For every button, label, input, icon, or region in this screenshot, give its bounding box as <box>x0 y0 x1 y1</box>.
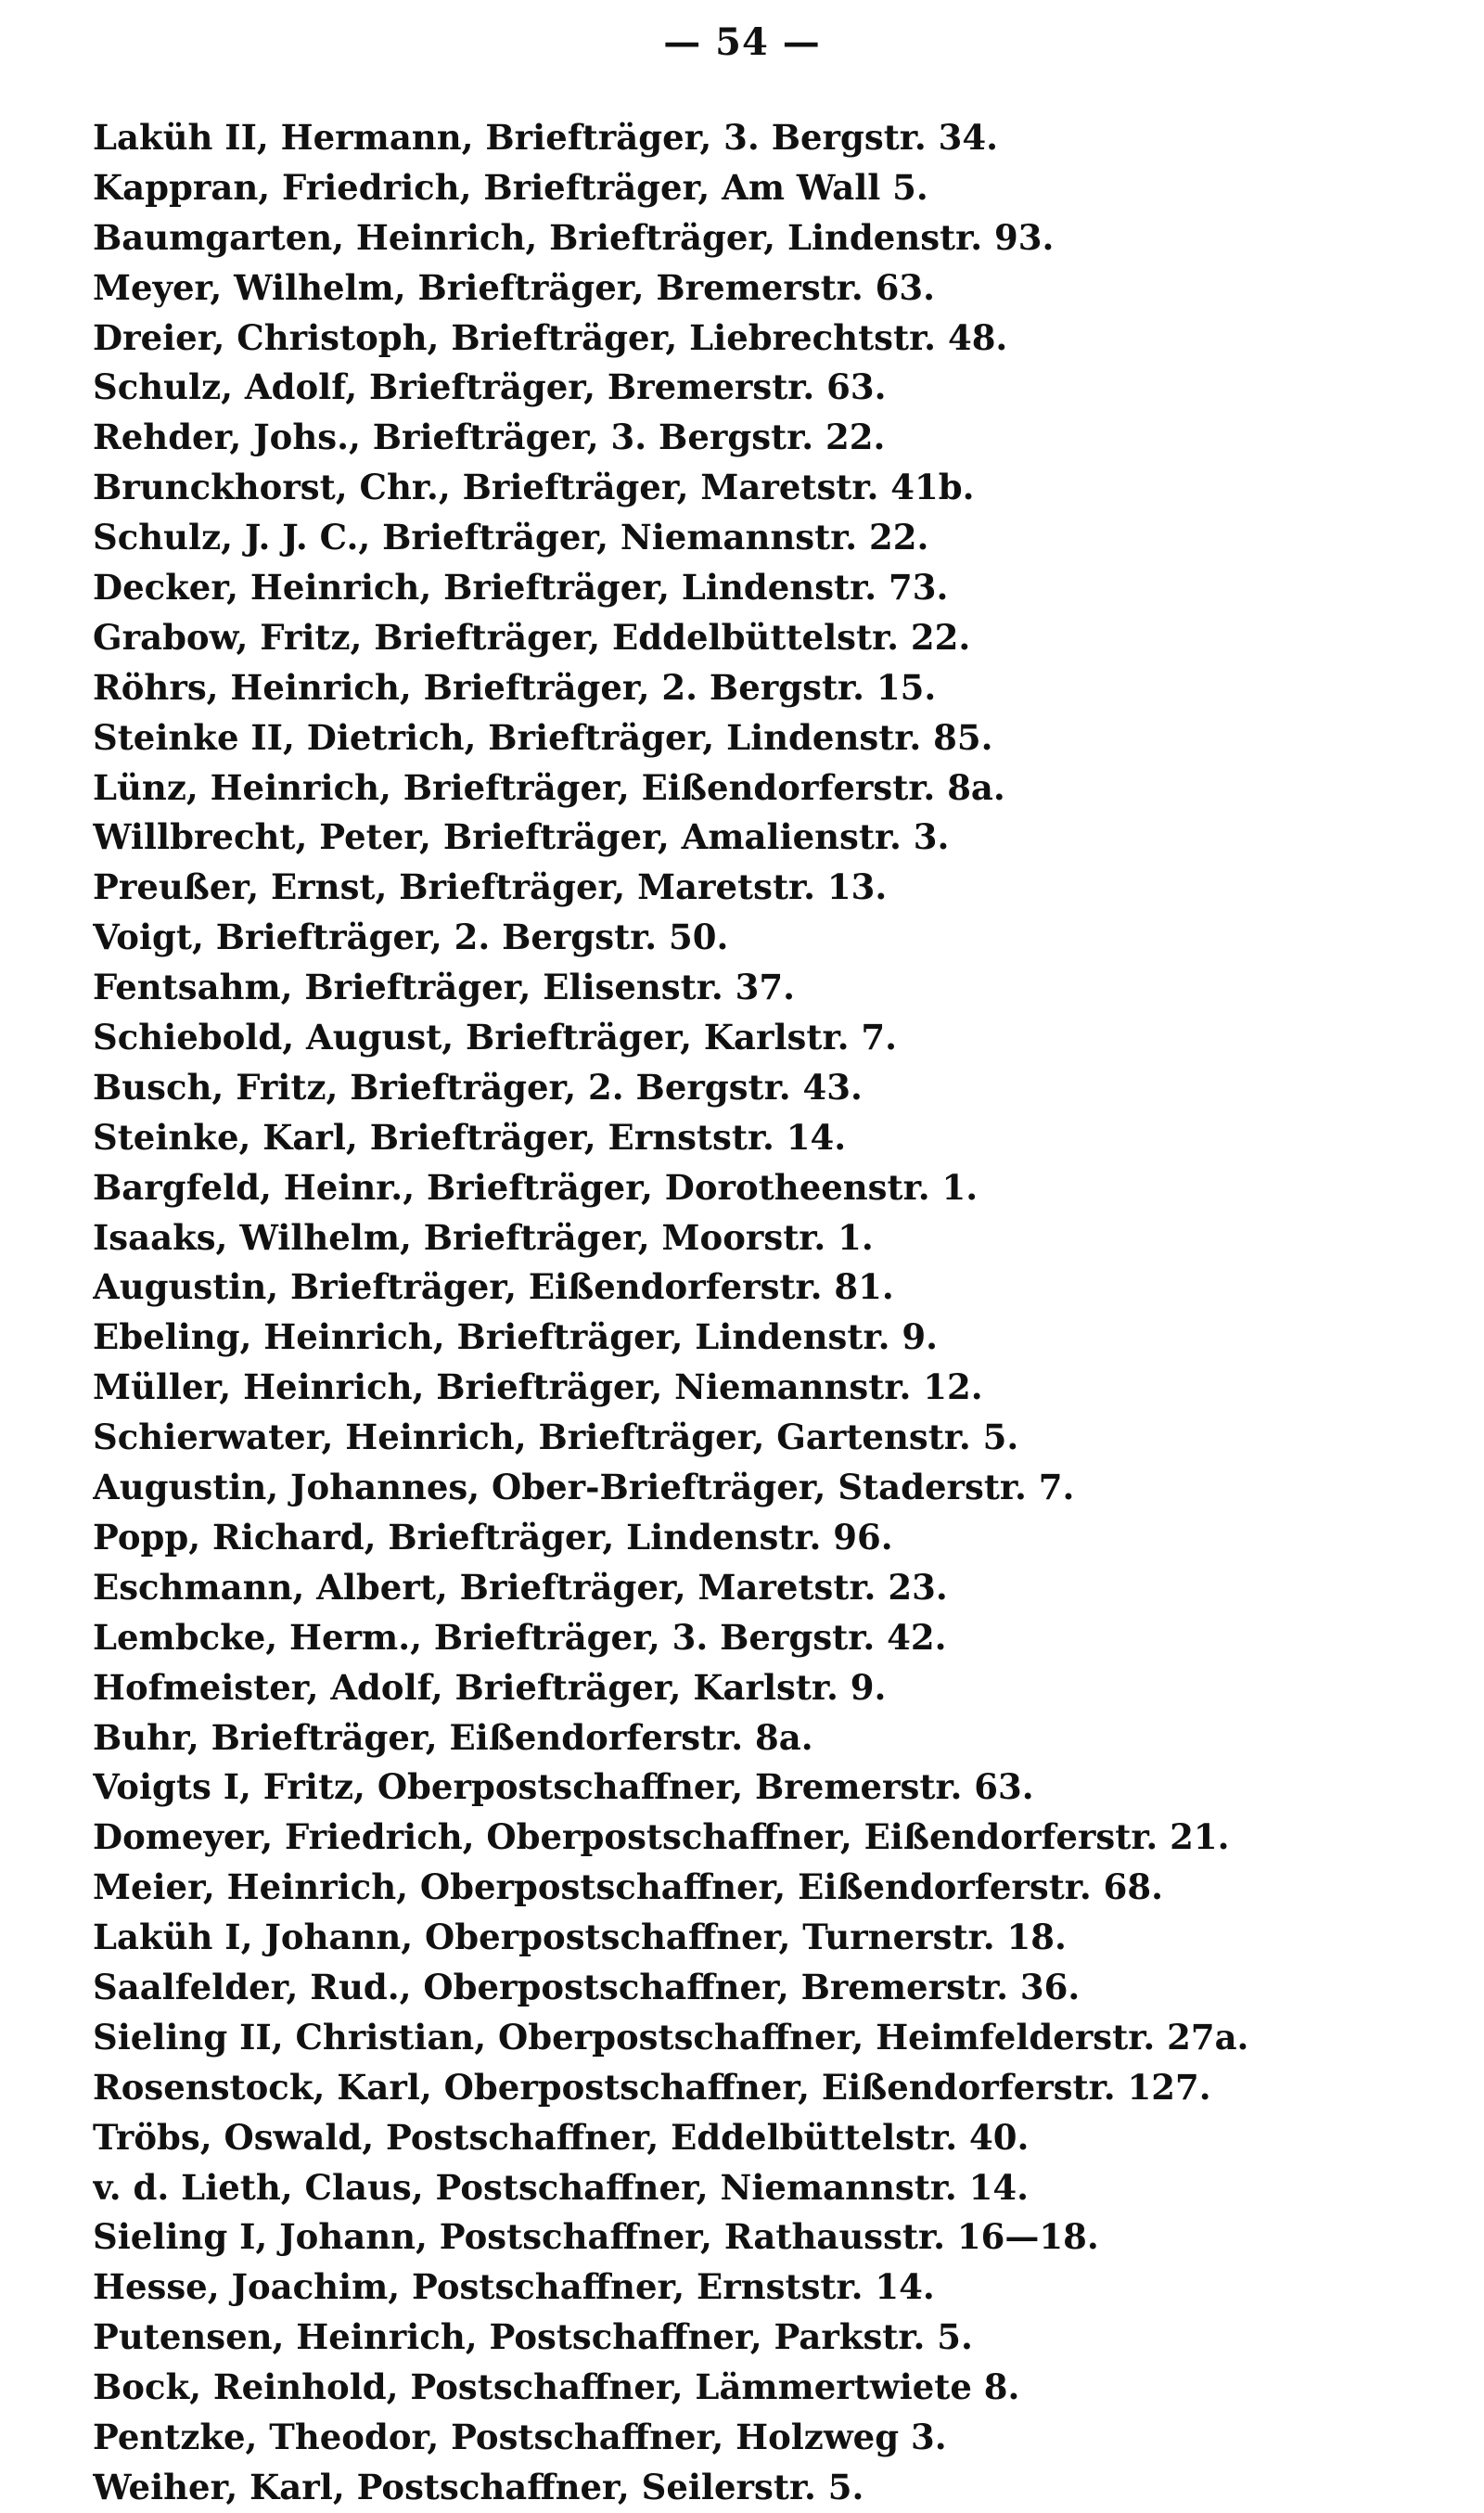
directory-entry: Kappran, Friedrich, Briefträger, Am Wall 5. <box>93 166 928 208</box>
directory-entry: Steinke, Karl, Briefträger, Ernststr. 14. <box>93 1116 847 1158</box>
directory-entry: Augustin, Johannes, Ober-Briefträger, Staderstr. 7. <box>93 1467 1075 1508</box>
directory-entry: Buhr, Briefträger, Eißendorferstr. 8a. <box>93 1716 813 1758</box>
directory-entries <box>93 113 1428 2513</box>
directory-entry: Röhrs, Heinrich, Briefträger, 2. Bergstr. 15. <box>93 666 937 708</box>
directory-entry: Fentsahm, Briefträger, Elisenstr. 37. <box>93 967 795 1008</box>
directory-entry: Rosenstock, Karl, Oberpostschaffner, Eißendorferstr. 127. <box>93 2066 1211 2108</box>
directory-entry: Brunckhorst, Chr., Briefträger, Maretstr. 41b. <box>93 467 975 508</box>
directory-entry: Dreier, Christoph, Briefträger, Liebrechtstr. 48. <box>93 316 1008 358</box>
directory-entry: Sieling I, Johann, Postschaffner, Rathausstr. 16—18. <box>93 2216 1099 2258</box>
directory-entry: Voigt, Briefträger, 2. Bergstr. 50. <box>93 917 729 958</box>
directory-entry: Grabow, Fritz, Briefträger, Eddelbüttelstr. 22. <box>93 616 971 658</box>
directory-entry: Rehder, Johs., Briefträger, 3. Bergstr. 22. <box>93 417 886 458</box>
directory-entry: Weiher, Karl, Postschaffner, Seilerstr. 5. <box>93 2466 864 2507</box>
directory-entry: Hesse, Joachim, Postschaffner, Ernststr. 14. <box>93 2266 935 2308</box>
directory-entry: Pentzke, Theodor, Postschaffner, Holzweg 3. <box>93 2416 947 2457</box>
directory-entry: Isaaks, Wilhelm, Briefträger, Moorstr. 1. <box>93 1216 874 1258</box>
directory-entry: Steinke II, Dietrich, Briefträger, Lindenstr. 85. <box>93 716 993 758</box>
directory-entry: Busch, Fritz, Briefträger, 2. Bergstr. 43. <box>93 1066 863 1108</box>
directory-entry: Preußer, Ernst, Briefträger, Maretstr. 13. <box>93 866 888 908</box>
directory-entry: Voigts I, Fritz, Oberpostschaffner, Bremerstr. 63. <box>93 1766 1034 1808</box>
directory-entry: Putensen, Heinrich, Postschaffner, Parkstr. 5. <box>93 2316 973 2358</box>
directory-entry: Baumgarten, Heinrich, Briefträger, Lindenstr. 93. <box>93 216 1055 258</box>
page-number: — 54 — <box>663 20 821 64</box>
directory-entry: Bock, Reinhold, Postschaffner, Lämmertwiete 8. <box>93 2366 1020 2408</box>
directory-entry: Müller, Heinrich, Briefträger, Niemannstr. 12. <box>93 1366 983 1408</box>
directory-entry: Tröbs, Oswald, Postschaffner, Eddelbüttelstr. 40. <box>93 2116 1030 2158</box>
directory-entry: Lembcke, Herm., Briefträger, 3. Bergstr. 42. <box>93 1616 947 1658</box>
directory-entry: Saalfelder, Rud., Oberpostschaffner, Bremerstr. 36. <box>93 1966 1081 2007</box>
directory-entry: Augustin, Briefträger, Eißendorferstr. 81. <box>93 1266 894 1308</box>
directory-entry: Schulz, Adolf, Briefträger, Bremerstr. 63. <box>93 366 887 408</box>
directory-entry: Schiebold, August, Briefträger, Karlstr. 7. <box>93 1017 897 1058</box>
directory-entry: Laküh I, Johann, Oberpostschaffner, Turnerstr. 18. <box>93 1917 1067 1958</box>
directory-entry: Domeyer, Friedrich, Oberpostschaffner, Eißendorferstr. 21. <box>93 1816 1230 1858</box>
directory-entry: Decker, Heinrich, Briefträger, Lindenstr. 73. <box>93 567 949 609</box>
directory-entry: Schierwater, Heinrich, Briefträger, Gartenstr. 5. <box>93 1417 1019 1458</box>
directory-entry: Popp, Richard, Briefträger, Lindenstr. 96. <box>93 1516 893 1558</box>
directory-entry: Eschmann, Albert, Briefträger, Maretstr. 23. <box>93 1566 948 1608</box>
directory-entry: Lünz, Heinrich, Briefträger, Eißendorferstr. 8a. <box>93 766 1005 808</box>
directory-entry: Schulz, J. J. C., Briefträger, Niemannstr. 22. <box>93 517 929 558</box>
directory-entry: Meier, Heinrich, Oberpostschaffner, Eißendorferstr. 68. <box>93 1866 1164 1908</box>
directory-entry: Ebeling, Heinrich, Briefträger, Lindenstr. 9. <box>93 1316 938 1358</box>
directory-entry: Bargfeld, Heinr., Briefträger, Dorotheenstr. 1. <box>93 1166 979 1208</box>
directory-entry: v. d. Lieth, Claus, Postschaffner, Niemannstr. 14. <box>93 2166 1030 2208</box>
directory-entry: Laküh II, Hermann, Briefträger, 3. Bergstr. 34. <box>93 117 999 158</box>
directory-entry: Willbrecht, Peter, Briefträger, Amalienstr. 3. <box>93 816 950 858</box>
directory-entry: Sieling II, Christian, Oberpostschaffner, Heimfelderstr. 27a. <box>93 2016 1249 2058</box>
directory-entry: Hofmeister, Adolf, Briefträger, Karlstr. 9. <box>93 1666 887 1708</box>
directory-entry: Meyer, Wilhelm, Briefträger, Bremerstr. 63. <box>93 266 935 308</box>
